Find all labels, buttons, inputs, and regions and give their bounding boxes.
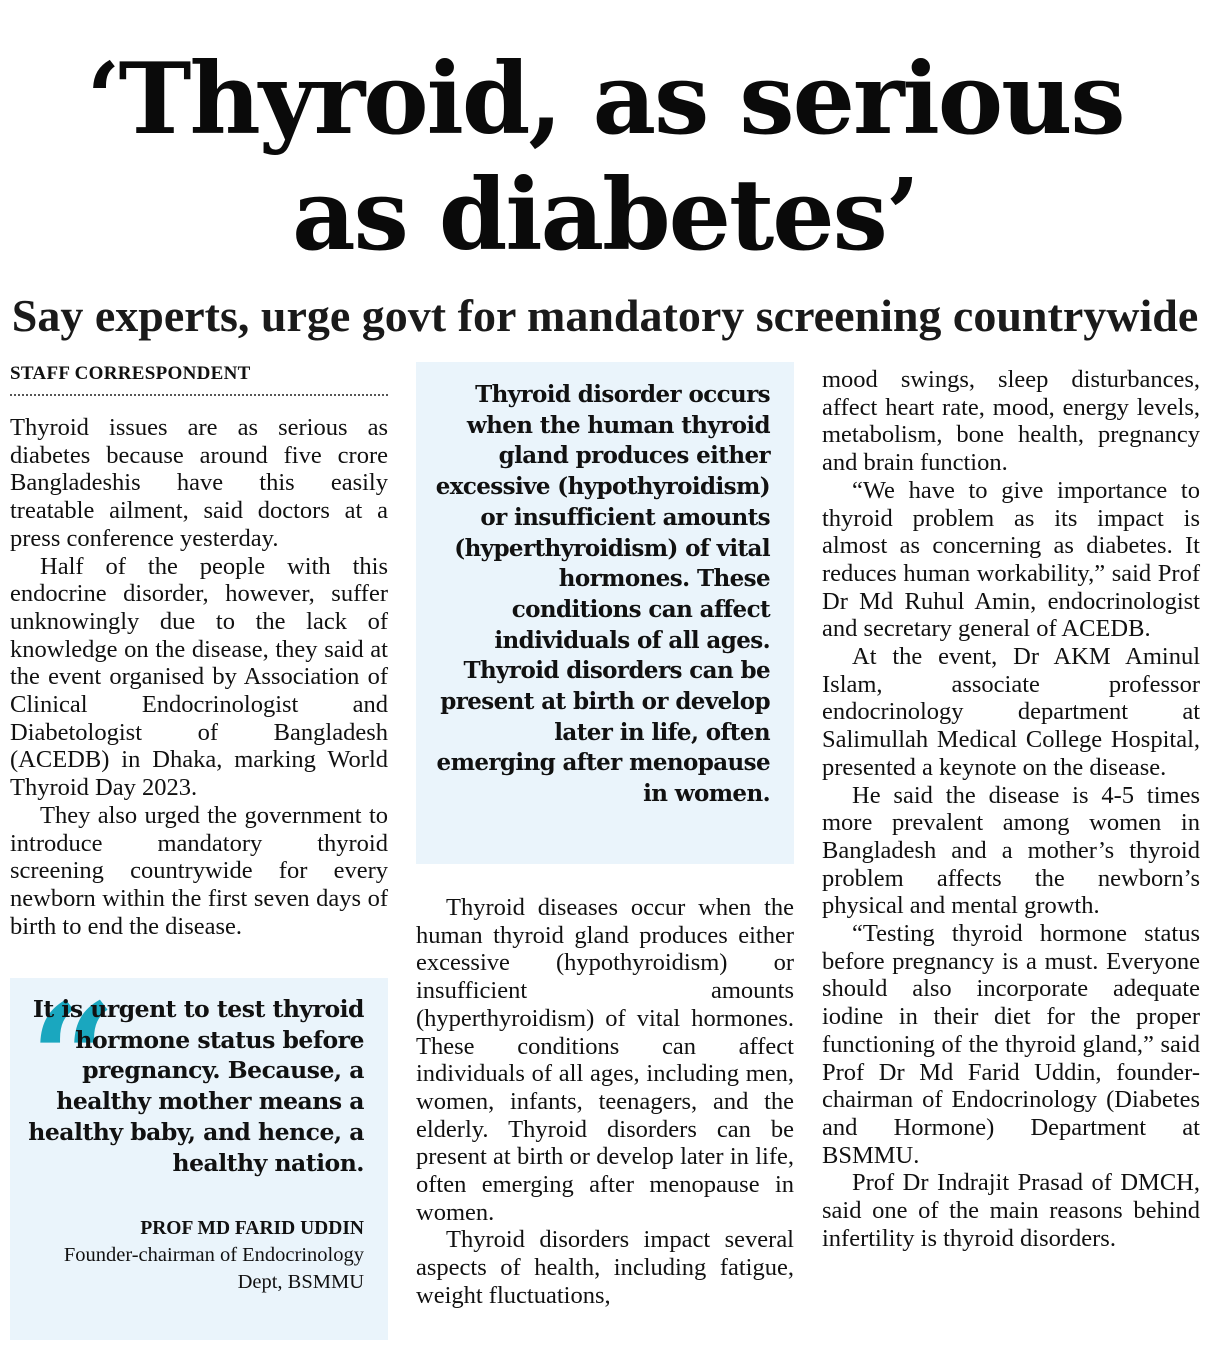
article-column-3 [822, 366, 1200, 1253]
pull-quote-text: It is urgent to test thyroid hormone status before pregnancy. Because, a healthy mother means a healthy baby, and hence, a healthy nation. [28, 995, 364, 1177]
headline [0, 42, 1210, 274]
paragraph: mood swings, sleep disturbances, affect heart rate, mood, energy levels, metabolism, bone health, pregnancy and brain function. [822, 366, 1200, 477]
paragraph: At the event, Dr AKM Aminul Islam, associate professor endocrinology department at Salimullah Medical College Hospital, presented a keynote on the disease. [822, 643, 1200, 781]
paragraph: They also urged the government to introduce mandatory thyroid screening countrywide for every newborn within the first seven days of birth to end the disease. [10, 801, 388, 940]
article-column-1 [10, 414, 388, 940]
headline-line-2: as diabetes’ [292, 158, 918, 273]
paragraph: He said the disease is 4-5 times more prevalent among women in Bangladesh and a mother’s thyroid problem affects the newborn’s physical and mental growth. [822, 781, 1200, 920]
highlight-text: Thyroid disorder occurs when the human thyroid gland produces either excessive (hypothyroidism) or insufficient amounts (hyperthyroidism) of vital hormones. These conditions can affect individuals of all ages. Thyroid disorders can be present at birth or develop later in life, often emerging after menopause in women. [435, 381, 770, 808]
highlight-box [416, 362, 794, 864]
quote-mark-icon: “ [30, 971, 117, 1147]
byline: STAFF CORRESPONDENT [10, 362, 388, 396]
pull-quote-box [10, 971, 388, 1340]
subheadline: Say experts, urge govt for mandatory screening countrywide [11, 290, 1199, 341]
paragraph: Thyroid disorders impact several aspects of health, including fatigue, weight fluctuations, [416, 1226, 794, 1309]
paragraph: Prof Dr Indrajit Prasad of DMCH, said one of the main reasons behind infertility is thyroid disorders. [822, 1169, 1200, 1252]
paragraph: “Testing thyroid hormone status before pregnancy is a must. Everyone should also incorporate adequate iodine in their diet for the proper functioning of the thyroid gland,” said Prof Dr Md Farid Uddin, founder-chairman of Endocrinology (Diabetes and Hormone) Department at BSMMU. [822, 920, 1200, 1169]
pull-quote-name: PROF MD FARID UDDIN [140, 1218, 364, 1239]
paragraph: Thyroid diseases occur when the human thyroid gland produces either excessive (hypothyroidism) or insufficient amounts (hyperthyroidism) of vital hormones. These conditions can affect individuals of all ages, including men, women, infants, teenagers, and the elderly. Thyroid disorders can be present at birth or develop later in life, often emerging after menopause in women. [416, 894, 794, 1226]
pull-quote-role: Founder-chairman of Endocrinology Dept, BSMMU [63, 1244, 364, 1293]
paragraph: Half of the people with this endocrine disorder, however, suffer unknowingly due to the lack of knowledge on the disease, they said at the event organised by Association of Clinical Endocrinologist and Diabetologist of Bangladesh (ACEDB) in Dhaka, marking World Thyroid Day 2023. [10, 552, 388, 802]
paragraph: “We have to give importance to thyroid problem as its impact is almost as concerning as diabetes. It reduces human workability,” said Prof Dr Md Ruhul Amin, endocrinologist and secretary general of ACEDB. [822, 476, 1200, 643]
headline-line-1: ‘Thyroid, as serious [86, 42, 1124, 157]
paragraph: Thyroid issues are as serious as diabetes because around five crore Bangladeshis have this easily treatable ailment, said doctors at a press conference yesterday. [10, 414, 388, 552]
article-column-2 [416, 894, 794, 1310]
